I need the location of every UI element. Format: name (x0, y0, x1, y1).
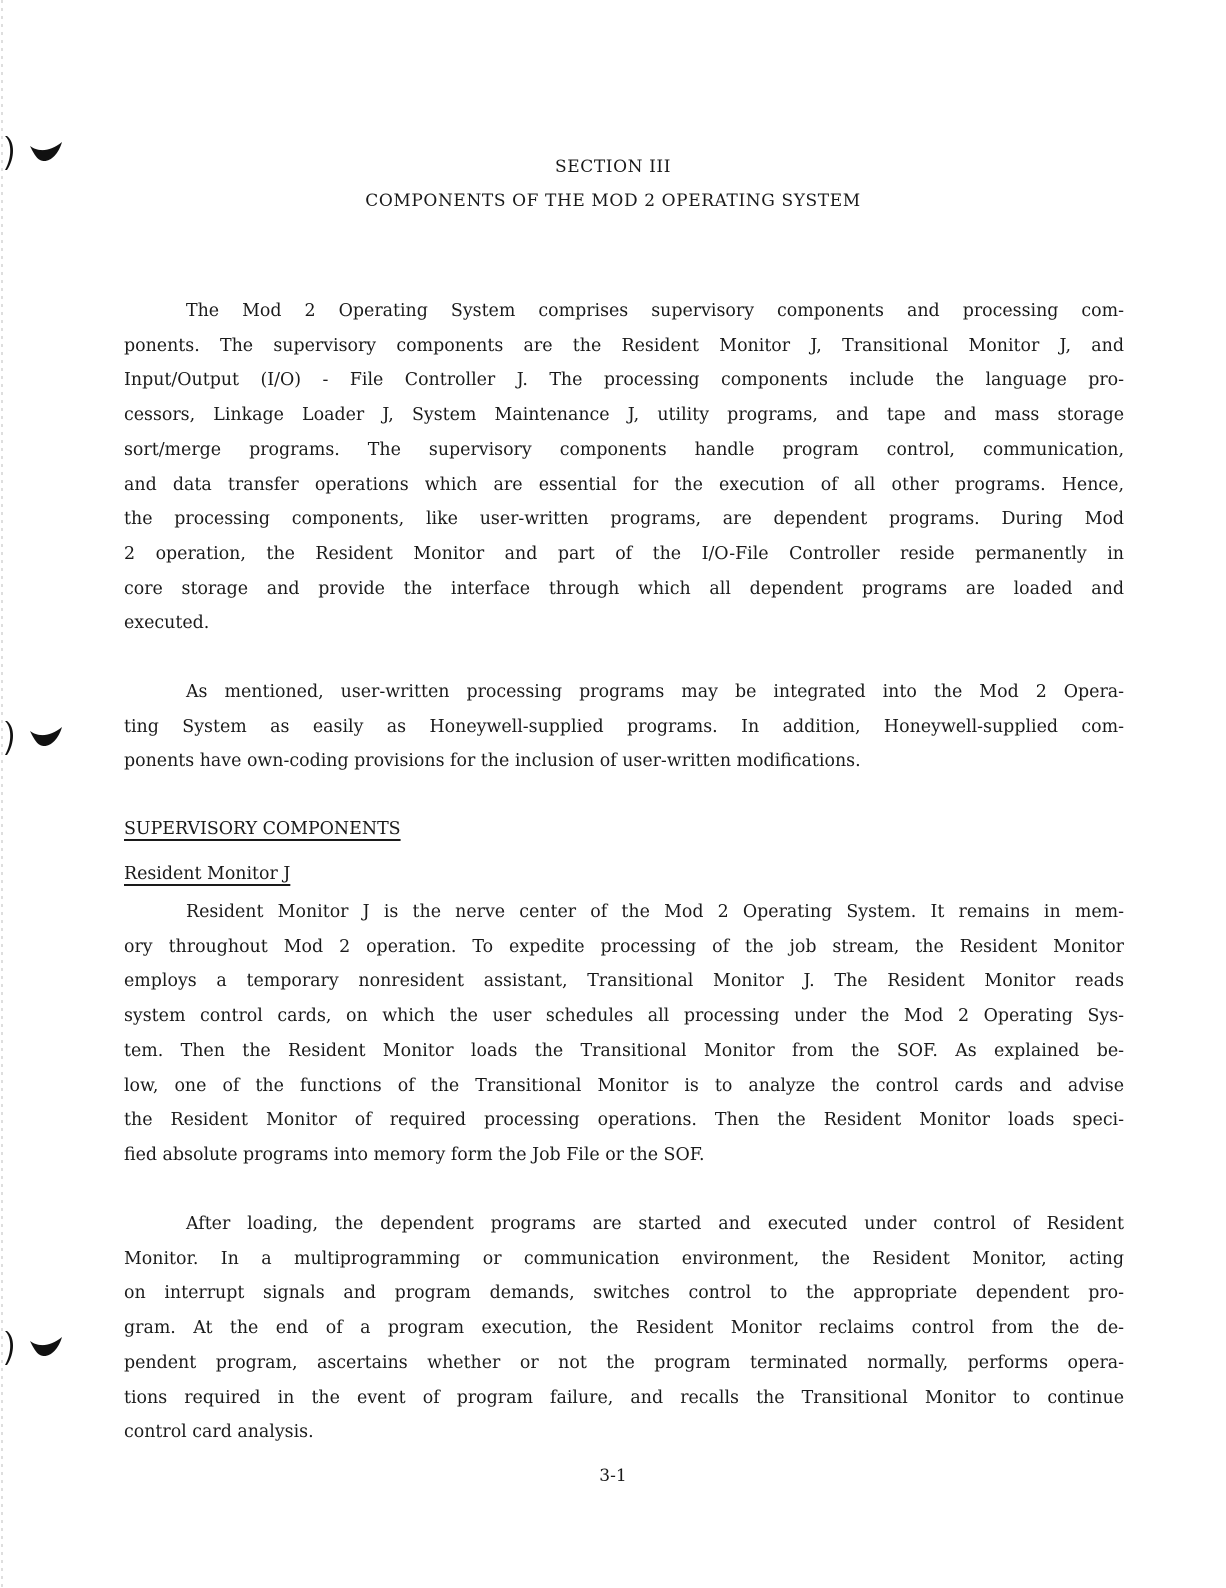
text-line: and data transfer operations which are essential for the execution of all other programs. Hence, (124, 474, 1124, 495)
text-line: sort/merge programs. The supervisory components handle program control, communication, (124, 439, 1124, 460)
text-line: tions required in the event of program failure, and recalls the Transitional Monitor to continue (124, 1387, 1124, 1408)
text-line: system control cards, on which the user schedules all processing under the Mod 2 Operating Sys- (124, 1006, 1124, 1027)
text-line: pendent program, ascertains whether or not the program terminated normally, performs opera- (124, 1352, 1124, 1373)
binder-hole-mark-bottom (0, 1325, 70, 1375)
resident-monitor-subheading: Resident Monitor J (124, 864, 291, 884)
page-number: 3-1 (599, 1466, 627, 1486)
text-line: gram. At the end of a program execution, the Resident Monitor reclaims control from the de- (124, 1318, 1124, 1339)
binder-hole-mark-middle (0, 715, 70, 765)
text-line: 2 operation, the Resident Monitor and part of the I/O-File Controller reside permanently in (124, 543, 1124, 564)
text-line: ory throughout Mod 2 operation. To expedite processing of the job stream, the Resident Monitor (124, 936, 1124, 957)
text-line: low, one of the functions of the Transitional Monitor is to analyze the control cards and advise (124, 1075, 1124, 1096)
resident-monitor-paragraph-1 (124, 895, 1124, 1173)
text-line: ponents. The supervisory components are the Resident Monitor J, Transitional Monitor J, and (124, 335, 1124, 356)
text-line: on interrupt signals and program demands, switches control to the appropriate dependent pro- (124, 1283, 1124, 1304)
text-line: Resident Monitor J is the nerve center of the Mod 2 Operating System. It remains in mem- (186, 902, 1124, 922)
text-line: control card analysis. (124, 1422, 314, 1443)
text-line: Input/Output (I/O) - File Controller J. The processing components include the language pro- (124, 370, 1124, 391)
text-line: the processing components, like user-written programs, are dependent programs. During Mod (124, 509, 1124, 530)
text-line: ponents have own-coding provisions for the inclusion of user-written modifications. (124, 751, 861, 772)
text-line: The Mod 2 Operating System comprises supervisory components and processing com- (186, 301, 1124, 321)
resident-monitor-paragraph-2 (124, 1207, 1124, 1450)
text-line: Monitor. In a multiprogramming or communication environment, the Resident Monitor, acting (124, 1248, 1124, 1269)
intro-paragraph-2 (124, 675, 1124, 779)
section-title: COMPONENTS OF THE MOD 2 OPERATING SYSTEM (365, 191, 861, 211)
text-line: tem. Then the Resident Monitor loads the Transitional Monitor from the SOF. As explained be- (124, 1040, 1124, 1061)
supervisory-components-heading: SUPERVISORY COMPONENTS (124, 819, 401, 839)
text-line: ting System as easily as Honeywell-supplied programs. In addition, Honeywell-supplied com- (124, 716, 1124, 737)
text-line: After loading, the dependent programs are started and executed under control of Resident (186, 1214, 1124, 1234)
text-line: As mentioned, user-written processing programs may be integrated into the Mod 2 Opera- (186, 682, 1124, 702)
text-line: employs a temporary nonresident assistant, Transitional Monitor J. The Resident Monitor reads (124, 971, 1124, 992)
text-line: cessors, Linkage Loader J, System Maintenance J, utility programs, and tape and mass storage (124, 405, 1124, 426)
text-line: executed. (124, 613, 210, 634)
text-line: fied absolute programs into memory form the Job File or the SOF. (124, 1144, 705, 1165)
text-line: core storage and provide the interface through which all dependent programs are loaded and (124, 578, 1124, 599)
intro-paragraph-1 (124, 294, 1124, 641)
text-line: the Resident Monitor of required processing operations. Then the Resident Monitor loads speci- (124, 1110, 1124, 1131)
section-number: SECTION III (554, 157, 672, 177)
